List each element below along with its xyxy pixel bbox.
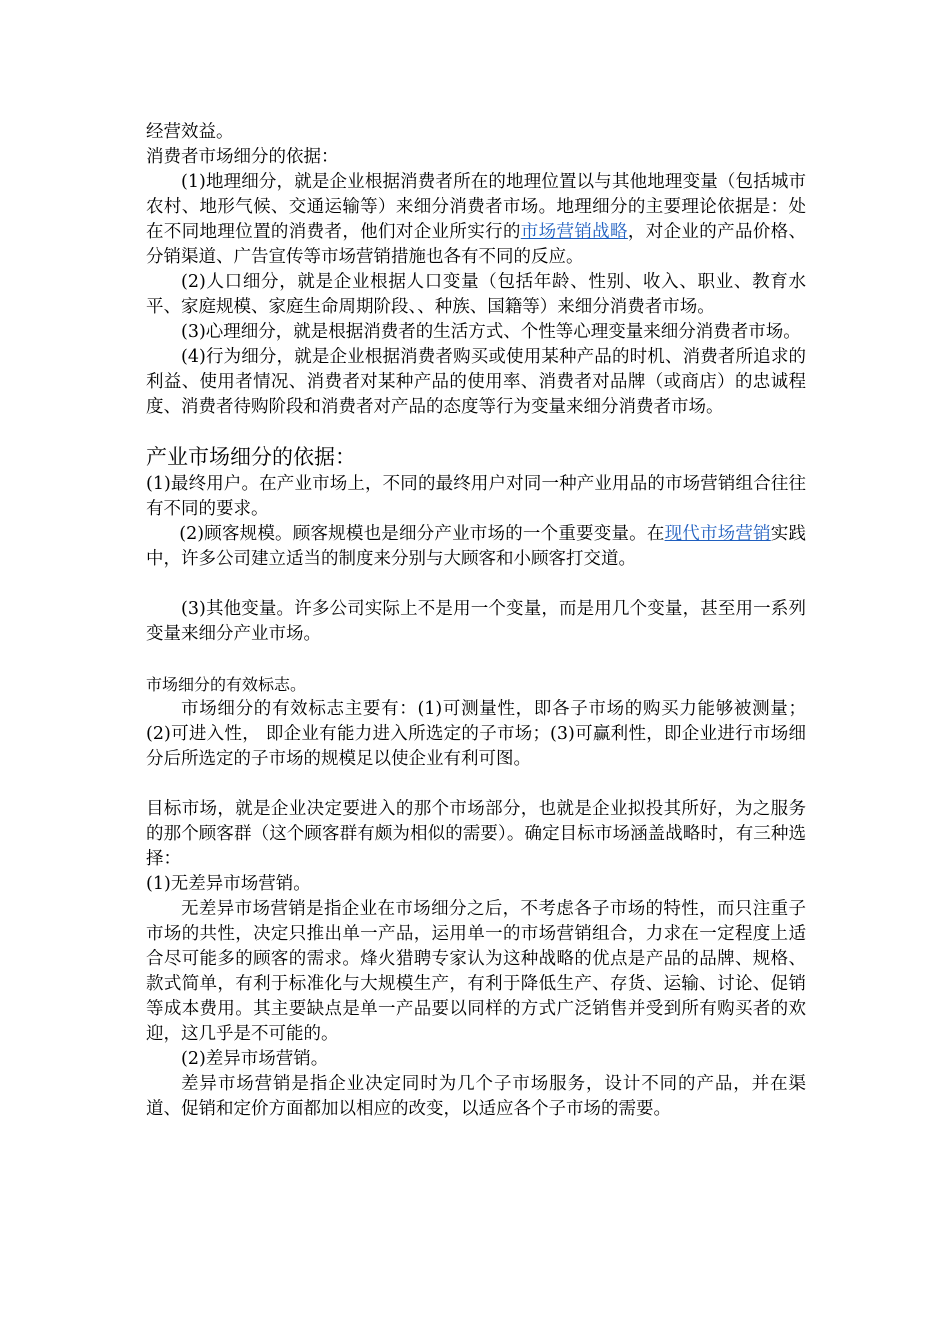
paragraph-other-variables: (3)其他变量。许多公司实际上不是用一个变量，而是用几个变量，甚至用一系列变量来细分产业市场。 [146, 599, 806, 644]
paragraph-customer-size [146, 522, 806, 572]
spacer [146, 772, 806, 797]
paragraph-undifferentiated-title: (1)无差异市场营销。 [146, 874, 311, 894]
spacer [146, 572, 806, 597]
paragraph-demographic-segmentation: (2)人口细分，就是企业根据人口变量（包括年龄、性别、收入、职业、教育水平、家庭规模、家庭生命周期阶段、、种族、国籍等）来细分消费者市场。 [146, 272, 806, 317]
paragraph-end-user: (1)最终用户。在产业市场上，不同的最终用户对同一种产业用品的市场营销组合往往有不同的要求。 [146, 474, 806, 519]
paragraph-effective-criteria: 市场细分的有效标志主要有：(1)可测量性，即各子市场的购买力能够被测量；(2)可进入性， 即企业有能力进入所选定的子市场；(3)可赢利性，即企业进行市场细分后所选定的子市场的规模足以使企业有利可图。 [146, 699, 806, 769]
paragraph-intro-end: 经营效益。 [146, 122, 234, 142]
paragraph-effective-criteria-title: 市场细分的有效标志。 [146, 675, 307, 694]
geographic-text-b: ，对企业的产品价格、分销渠道、广告宣传等市场营销措施也各有不同的反应。 [146, 222, 807, 267]
paragraph-consumer-basis-title: 消费者市场细分的依据： [146, 147, 339, 167]
paragraph-geographic-segmentation [146, 170, 806, 270]
link-marketing-strategy[interactable]: 市场营销战略 [520, 222, 628, 242]
customer-size-text-a: (2)顾客规模。顾客规模也是细分产业市场的一个重要变量。在 [179, 524, 665, 544]
link-modern-marketing[interactable]: 现代市场营销 [664, 524, 771, 544]
geographic-text-a: (1)地理细分，就是企业根据消费者所在的地理位置以与其他地理变量（包括城市农村、地形气候、交通运输等）来细分消费者市场。地理细分的主要理论依据是：处在不同地理位置的消费者，他们对企业所实行的 [146, 172, 806, 242]
paragraph-undifferentiated-marketing: 无差异市场营销是指企业在市场细分之后，不考虑各子市场的特性，而只注重子市场的共性，决定只推出单一产品，运用单一的市场营销组合，力求在一定程度上适合尽可能多的顾客的需求。烽火猎聘专家认为这种战略的优点是产品的品牌、规格、款式简单，有利于标准化与大规模生产，有利于降低生产、存货、运输、讨论、促销等成本费用。其主要缺点是单一产品要以同样的方式广泛销售并受到所有购买者的欢迎，这几乎是不可能的。 [146, 899, 806, 1044]
paragraph-psychographic-segmentation: (3)心理细分，就是根据消费者的生活方式、个性等心理变量来细分消费者市场。 [181, 322, 801, 342]
heading-industrial-market-basis: 产业市场细分的依据： [146, 445, 356, 469]
customer-size-text-b: 实践中，许多公司建立适当的制度来分别与大顾客和小顾客打交道。 [146, 524, 807, 569]
paragraph-differentiated-title: (2)差异市场营销。 [181, 1049, 329, 1069]
paragraph-target-market: 目标市场，就是企业决定要进入的那个市场部分，也就是企业拟投其所好，为之服务的那个顾客群（这个顾客群有颇为相似的需要）。确定目标市场涵盖战略时，有三种选择： [146, 799, 806, 869]
paragraph-differentiated-marketing: 差异市场营销是指企业决定同时为几个子市场服务，设计不同的产品，并在渠道、促销和定价方面都加以相应的改变，以适应各个子市场的需要。 [146, 1074, 806, 1119]
document-body [146, 120, 806, 1122]
spacer [146, 647, 806, 672]
paragraph-behavioral-segmentation: (4)行为细分，就是企业根据消费者购买或使用某种产品的时机、消费者所追求的利益、使用者情况、消费者对某种产品的使用率、消费者对品牌（或商店）的忠诚程度、消费者待购阶段和消费者对产品的态度等行为变量来细分消费者市场。 [146, 347, 806, 417]
